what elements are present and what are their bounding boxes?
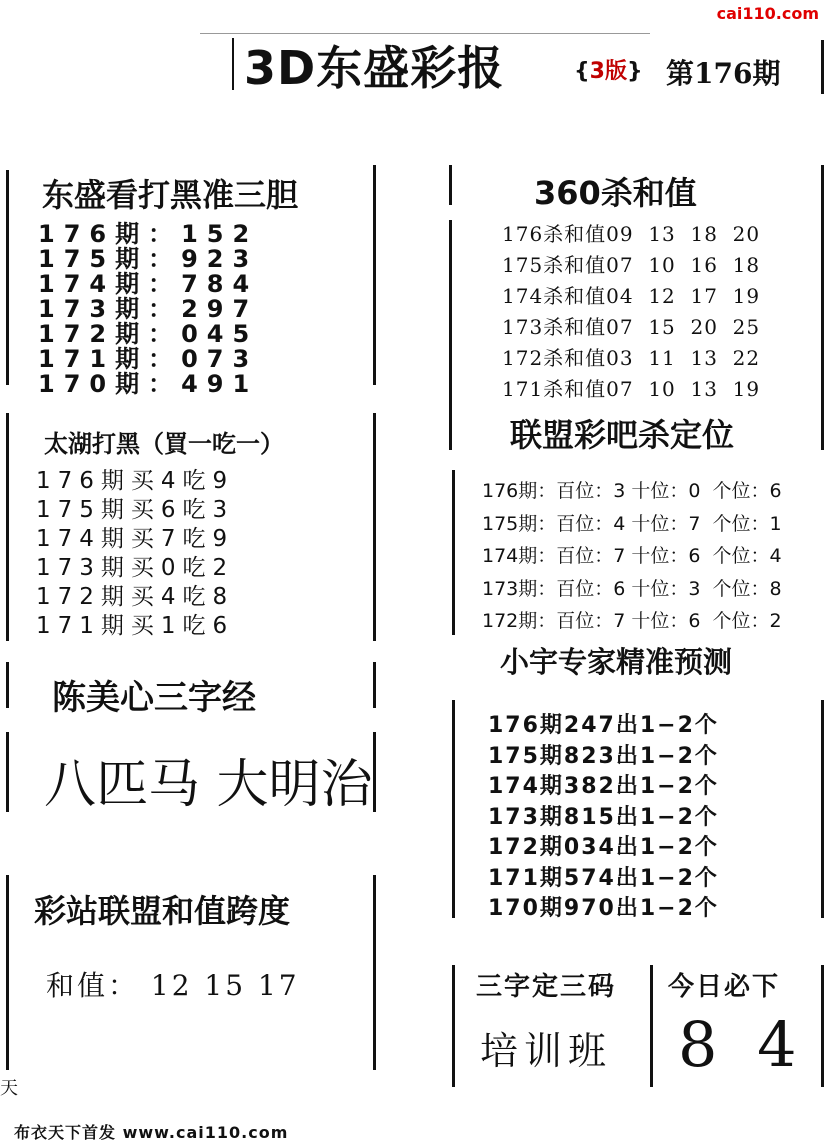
list-item: 174期：百位：7 十位：6 个位：4 (482, 545, 782, 567)
rule (452, 470, 455, 635)
list-item: 172期买4吃8 (36, 584, 235, 610)
list-item: 173期：297 (38, 295, 259, 323)
list-item: 173杀和值07 15 20 25 (502, 315, 761, 339)
list-item: 170期：491 (38, 370, 259, 398)
kill-sum-list (502, 218, 760, 404)
list-item: 174杀和值04 12 17 19 (502, 284, 761, 308)
list-item: 175期：百位：4 十位：7 个位：1 (482, 512, 782, 535)
rule (373, 165, 376, 385)
side-char: 天 (0, 1078, 18, 1099)
section-title: 360杀和值 (534, 174, 697, 212)
rule (373, 413, 376, 641)
chen-text: 八匹马 大明治 (44, 755, 373, 815)
list-item: 172期034出1−2个 (488, 835, 719, 860)
rule (449, 220, 452, 450)
section-title: 彩站联盟和值跨度 (34, 892, 291, 930)
section-title: 小宇专家精准预测 (500, 645, 733, 679)
list-item: 172期：百位：7 十位：6 个位：2 (482, 610, 782, 632)
version-brace-open: { (574, 59, 590, 84)
version-badge (574, 54, 643, 85)
rule (6, 662, 9, 708)
rule (821, 165, 824, 450)
list-item: 173期：百位：6 十位：3 个位：8 (482, 577, 782, 600)
list-item: 171期574出1−2个 (488, 865, 719, 891)
section-title: 陈美心三字经 (52, 678, 256, 718)
version-label: 3版 (589, 59, 627, 84)
rule (452, 965, 455, 1087)
list-item: 174期382出1−2个 (488, 774, 719, 799)
list-item: 176期买4吃9 (36, 468, 235, 494)
black-three-list (38, 214, 259, 398)
list-item: 176杀和值09 13 18 20 (502, 222, 761, 246)
sum-values: 和值： 12 15 17 (46, 969, 300, 1002)
kill-pos-list (482, 476, 782, 639)
expert-list (488, 708, 719, 922)
list-item: 176期：152 (38, 220, 259, 248)
rule (373, 875, 376, 1070)
header-left-rule (232, 38, 234, 90)
rule (650, 965, 653, 1087)
list-item: 174期：784 (38, 270, 259, 298)
rule (6, 875, 9, 1070)
list-item: 175期：923 (38, 245, 259, 273)
rule (373, 732, 376, 812)
footer-credit: 布衣天下首发 www.cai110.com (14, 1123, 289, 1142)
list-item: 174期买7吃9 (36, 526, 235, 552)
list-item: 176期：百位：3 十位：0 个位：6 (482, 480, 782, 502)
rule (6, 413, 9, 641)
version-brace-close: } (626, 59, 643, 84)
page-title: 3D东盛彩报 (244, 41, 505, 95)
header-right-rule (821, 40, 824, 94)
section-title: 东盛看打黑准三胆 (42, 176, 299, 214)
rule (6, 732, 9, 812)
taihu-list (36, 462, 235, 639)
rule (373, 662, 376, 708)
list-item: 175期买6吃3 (36, 497, 235, 523)
rule (452, 700, 455, 918)
list-item: 173期815出1−2个 (488, 804, 719, 830)
list-item: 170期970出1−2个 (488, 896, 719, 921)
site-link[interactable]: cai110.com (716, 4, 819, 23)
section-title: 今日必下 (668, 972, 781, 1002)
list-item: 175期823出1−2个 (488, 743, 719, 769)
list-item: 175杀和值07 10 16 18 (502, 253, 761, 277)
rule (821, 965, 824, 1087)
issue-number: 第176期 (666, 57, 781, 90)
list-item: 172杀和值03 11 13 22 (502, 346, 761, 370)
list-item: 171期：073 (38, 345, 259, 373)
list-item: 176期247出1−2个 (488, 713, 719, 738)
list-item: 172期：045 (38, 320, 259, 348)
three-code-text: 培训班 (480, 1029, 613, 1073)
section-title: 联盟彩吧杀定位 (510, 416, 735, 454)
list-item: 171期买1吃6 (36, 613, 235, 639)
rule (449, 165, 452, 205)
list-item: 173期买0吃2 (36, 555, 235, 581)
section-title: 三字定三码 (476, 972, 617, 1002)
rule (6, 170, 9, 385)
list-item: 171杀和值07 10 13 19 (502, 377, 761, 401)
section-title: 太湖打黑（買一吃一） (44, 430, 284, 458)
today-value: 8 4 (678, 1008, 807, 1081)
rule (821, 700, 824, 918)
